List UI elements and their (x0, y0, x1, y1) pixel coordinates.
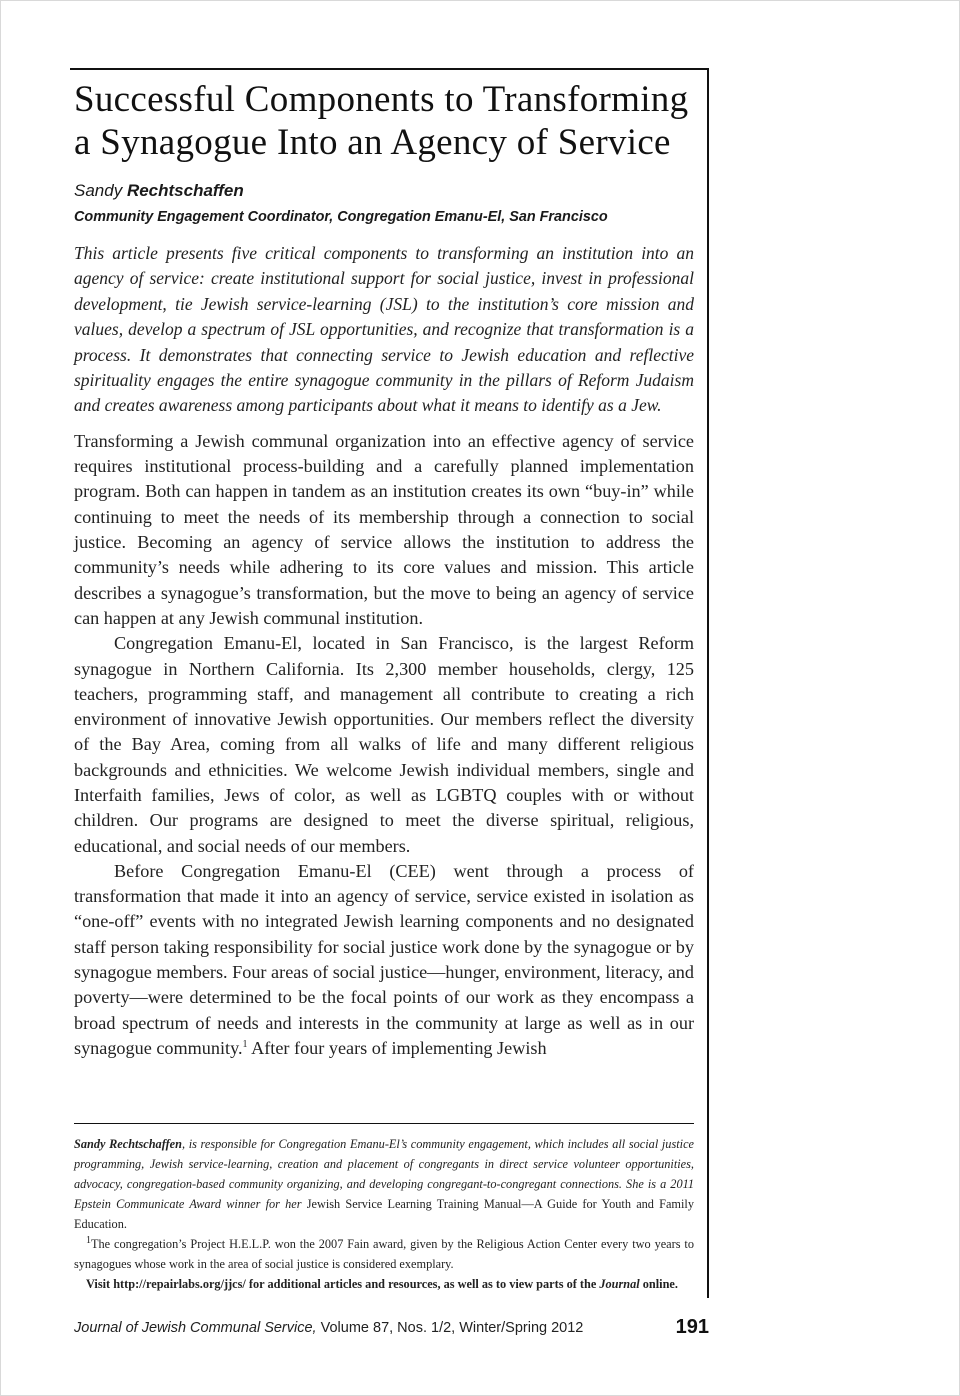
body-paragraph-2: Congregation Emanu-El, located in San Francisco, is the largest Reform synagogue in Northern California. Its 2,300 member households, clergy, 125 teachers, programming staff, and management all contribute to creating a rich environment of innovative Jewish opportunities. Our members reflect the diversity of the Bay Area, coming from all walks of life and many different religious backgrounds and ethnicities. We welcome Jewish individual members, single and Interfaith families, Jews of color, as well as LGBTQ couples with or without children. Our programs are designed to meet the diverse spiritual, religious, educational, and social needs of our members. (74, 633, 694, 856)
author-last-name: Rechtschaffen (126, 181, 244, 200)
abstract: This article presents five critical components to transforming an institution into an agency of service: create institutional support for social justice, invest in professional development, tie Jewish service-learning (JSL) to the institution’s core mission and values, develop a spectrum of JSL opportunities, and recognize that transformation is a process. It demonstrates that connecting service to Jewish education and reflective spirituality engages the entire synagogue community in the pillars of Reform Judaism and creates awareness among participants about what it means to identify as a Jew. (74, 243, 694, 416)
author-first-name: Sandy (74, 181, 123, 200)
page-number: 191 (675, 1316, 709, 1338)
bio-manual-title: Jewish Service Learning Training Manual—A Guide for Youth and Family Education. (74, 1197, 694, 1231)
article-body (74, 429, 694, 1061)
body-paragraph-1: Transforming a Jewish communal organization into an effective agency of service requires institutional process-building and a carefully planned implementation program. Both can happen in tandem as an institution creates its own “buy-in” while continuing to meet the needs of its membership through a connection to social justice. Becoming an agency of service allows the institution to address the community’s needs while adhering to its core values and mission. This article describes a synagogue’s transformation, but the move to being an agency of service can happen at any Jewish communal institution. (74, 430, 694, 628)
footnote-1-text: The congregation’s Project H.E.L.P. won the 2007 Fain award, given by the Religious Action Center every two years to synagogues whose work in the area of social justice is considered exemplary. (74, 1237, 694, 1271)
visit-note (74, 1274, 694, 1294)
journal-citation (74, 1319, 583, 1337)
visit-journal: Journal (599, 1277, 640, 1291)
top-rule (70, 68, 709, 70)
page-footer (74, 1315, 709, 1341)
article-title: Successful Components to Transforming a Synagogue Into an Agency of Service (74, 79, 689, 163)
bio-author-name: Sandy Rechtschaffen (74, 1137, 182, 1151)
body-paragraph-3 (74, 859, 694, 1061)
article-content (74, 78, 694, 1061)
footnote-marker: 1 (86, 1234, 91, 1246)
journal-issue: Volume 87, Nos. 1/2, Winter/Spring 2012 (316, 1320, 584, 1336)
author-bio (74, 1134, 694, 1234)
right-rule (707, 68, 709, 1298)
footnote-reference[interactable]: 1 (242, 1038, 248, 1050)
footnotes (74, 1134, 694, 1294)
journal-name: Journal of Jewish Communal Service, (74, 1320, 317, 1336)
body-paragraph-3-continuation: After four years of implementing Jewish (247, 1037, 547, 1058)
footnote-rule (74, 1123, 694, 1124)
visit-link-text[interactable]: Visit http://repairlabs.org/jjcs/ for additional articles and resources, as well as to view parts of the (86, 1277, 600, 1291)
body-paragraph-3-text: Before Congregation Emanu-El (CEE) went through a process of transformation that made it into an agency of service, service existed in isolation as “one-off” events with no integrated Jewish learning components and no designated staff person taking responsibility for social justice work done by the synagogue or by synagogue members. Four areas of social justice—hunger, environment, literacy, and poverty—were determined to be the focal points of our work as they encompass a broad spectrum of needs and interests in the community at large as well as in our synagogue community. (74, 860, 694, 1058)
bio-text: , is responsible for Congregation Emanu-El’s community engagement, which includes all social justice programming, Jewish service-learning, creation and placement of congregants in direct service volunteer opportunities, advocacy, congregation-based community organizing, and developing congregant-to-congregant connections. She is a 2011 Epstein Communicate Award winner for her (74, 1137, 694, 1211)
visit-end: online. (639, 1277, 678, 1291)
footnote-1 (74, 1234, 694, 1274)
author-affiliation: Community Engagement Coordinator, Congregation Emanu-El, San Francisco (74, 208, 608, 225)
author-name (74, 180, 694, 202)
